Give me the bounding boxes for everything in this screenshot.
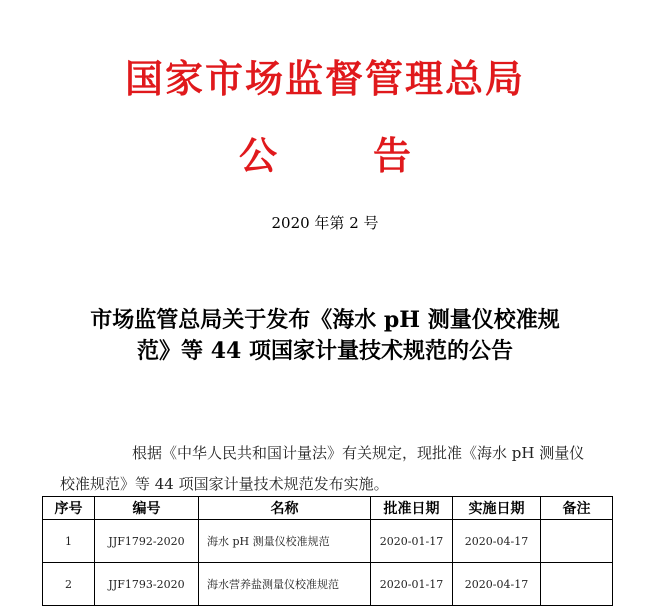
cell-effective-date: 2020-04-17 <box>453 520 541 563</box>
standards-table <box>42 496 613 606</box>
table-row <box>43 520 613 563</box>
cell-code: JJF1792-2020 <box>95 520 199 563</box>
document-type: 公告 <box>238 133 507 178</box>
document-number: 2020 年第 2 号 <box>271 214 379 232</box>
cell-remark <box>541 520 613 563</box>
header-approval-date: 批准日期 <box>371 497 453 520</box>
cell-name: 海水 pH 测量仪校准规范 <box>199 520 371 563</box>
cell-effective-date: 2020-04-17 <box>453 563 541 606</box>
announcement-title: 市场监管总局关于发布《海水 pH 测量仪校准规范》等 44 项国家计量技术规范的公告 <box>90 307 560 364</box>
header-remark: 备注 <box>541 497 613 520</box>
header-name: 名称 <box>199 497 371 520</box>
header-effective-date: 实施日期 <box>453 497 541 520</box>
cell-code: JJF1793-2020 <box>95 563 199 606</box>
issuing-authority: 国家市场监督管理总局 <box>124 56 525 101</box>
cell-name: 海水营养盐测量仪校准规范 <box>199 563 371 606</box>
cell-index: 1 <box>43 520 95 563</box>
table-header-row <box>43 497 613 520</box>
cell-approval-date: 2020-01-17 <box>371 563 453 606</box>
cell-approval-date: 2020-01-17 <box>371 520 453 563</box>
table-row <box>43 563 613 606</box>
cell-index: 2 <box>43 563 95 606</box>
body-paragraph: 根据《中华人民共和国计量法》有关规定，现批准《海水 pH 测量仪校准规范》等 44 项国家计量技术规范发布实施。 <box>60 444 585 493</box>
cell-remark <box>541 563 613 606</box>
header-index: 序号 <box>43 497 95 520</box>
header-code: 编号 <box>95 497 199 520</box>
